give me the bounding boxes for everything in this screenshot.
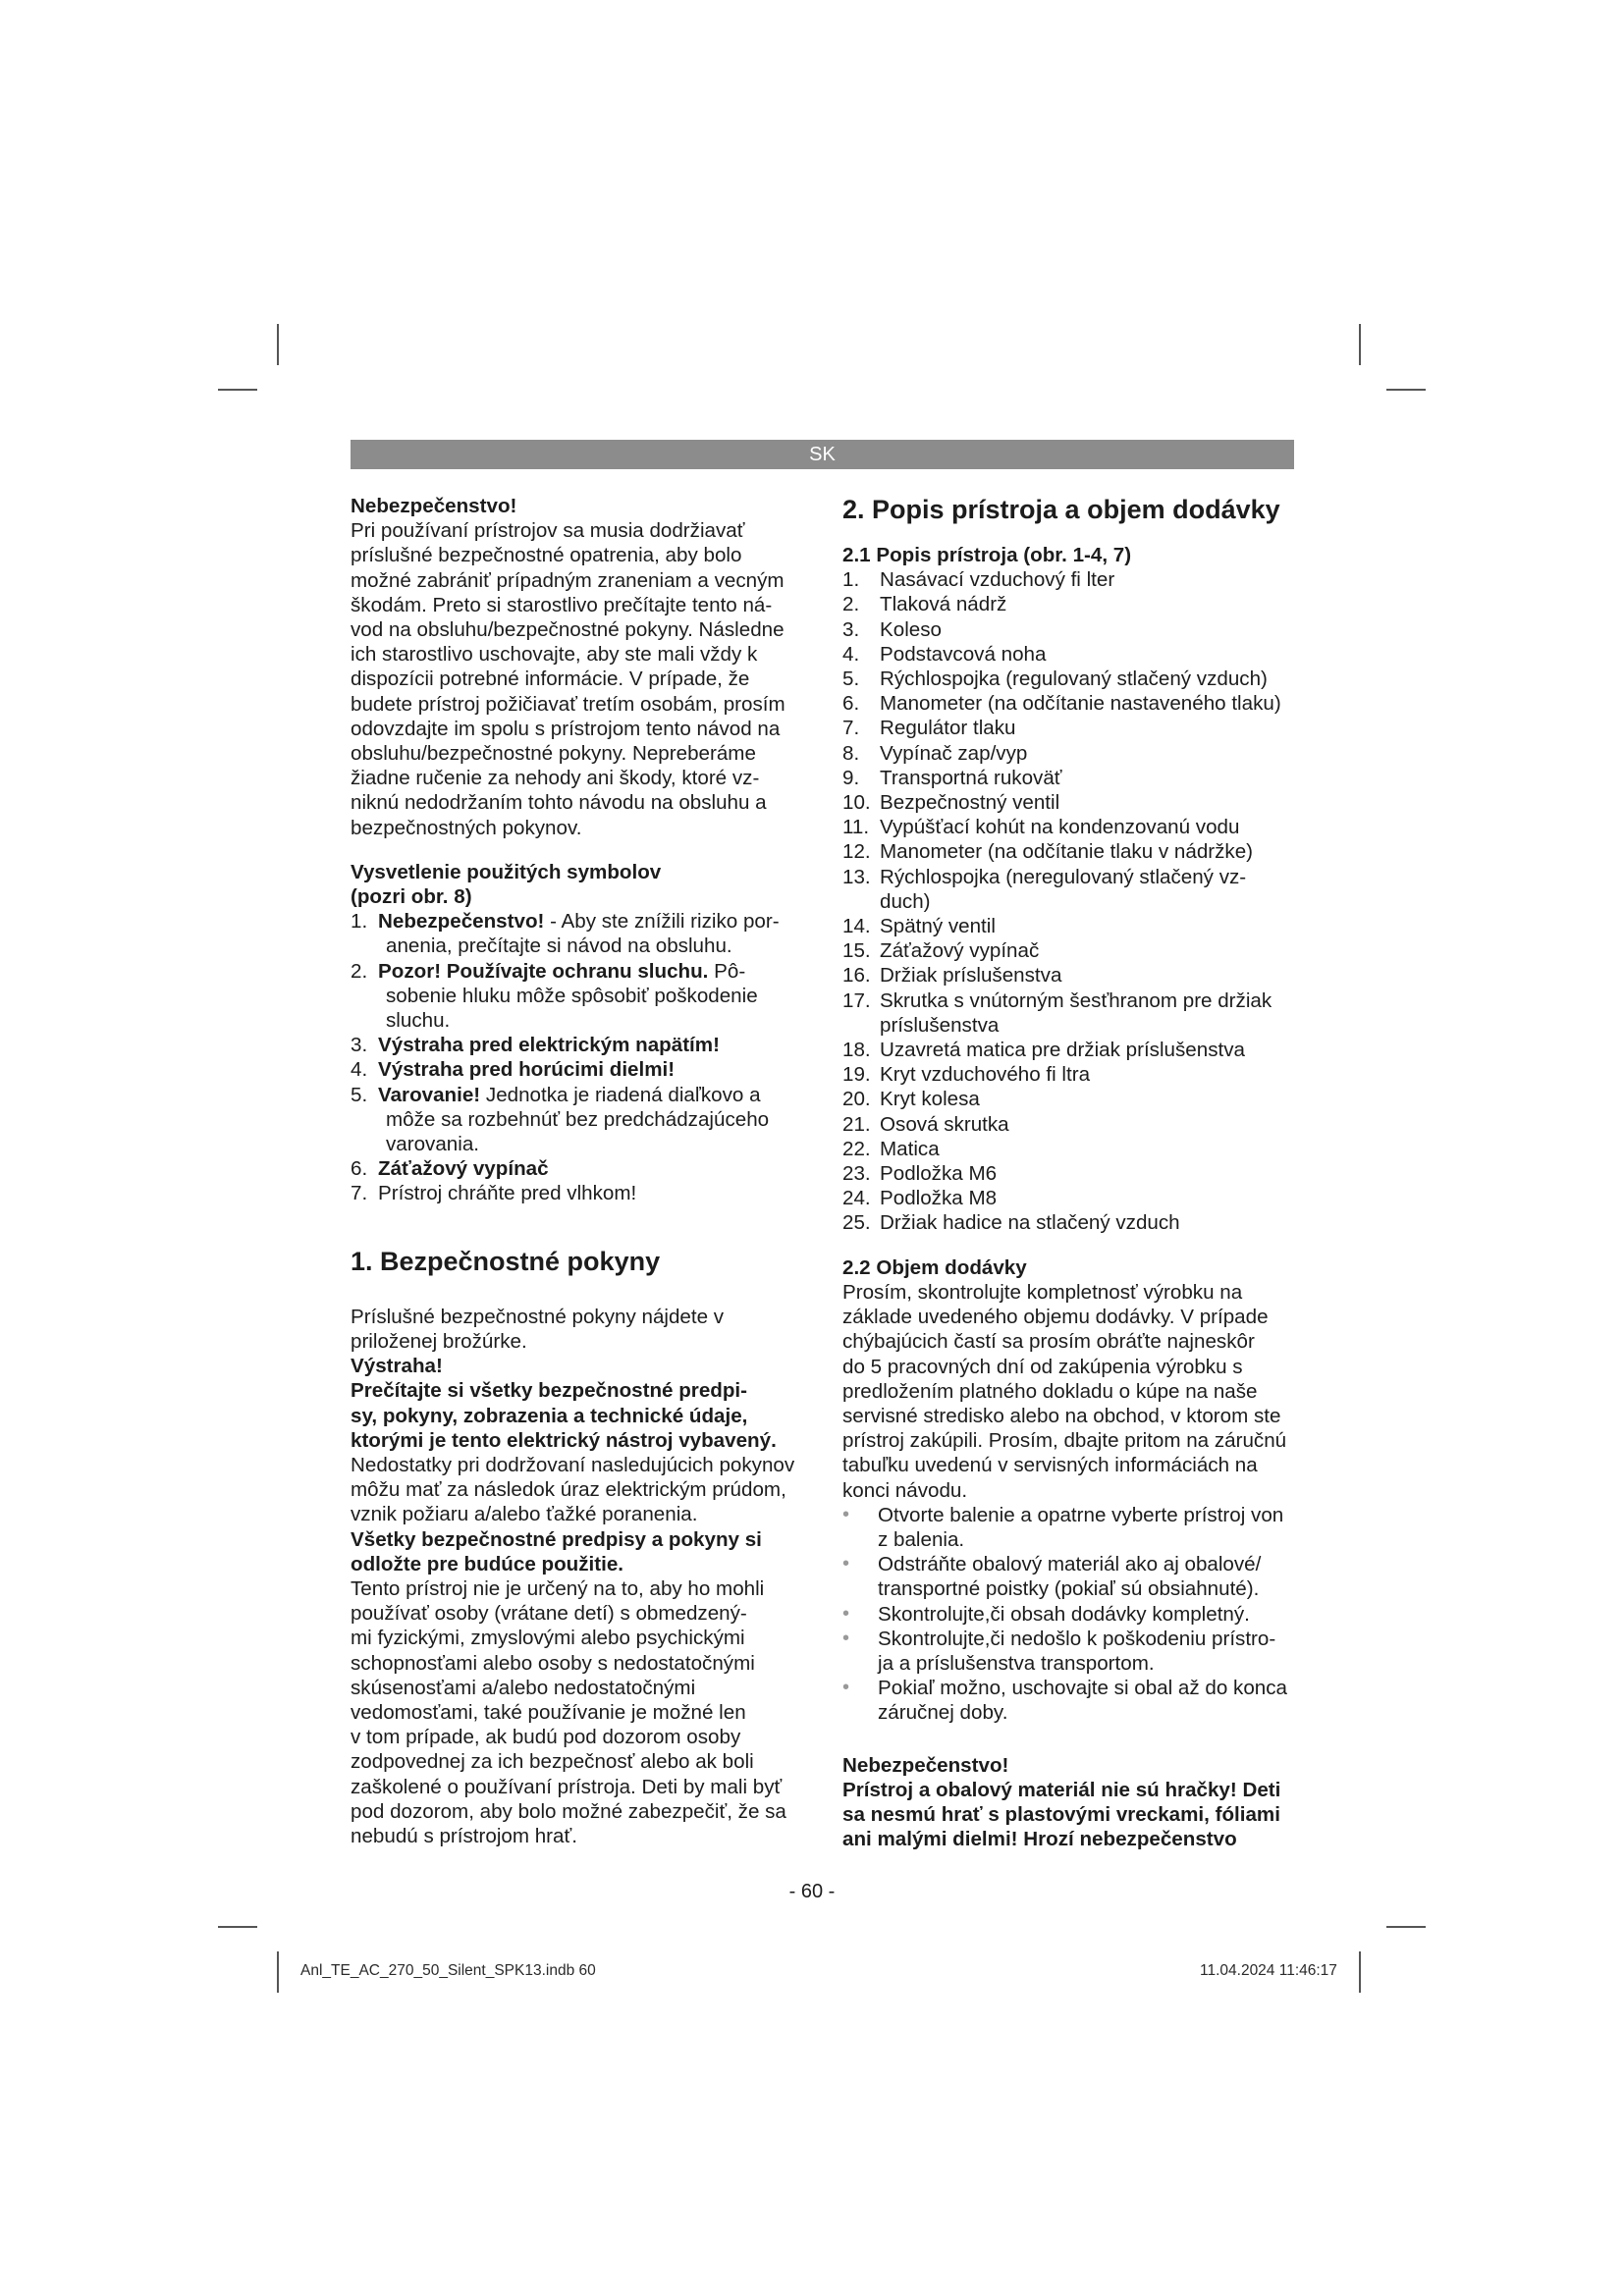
text-line: žiadne ručenie za nehody ani škody, ktoré vz-: [351, 767, 760, 790]
part-label: Záťažový vypínač: [880, 939, 1040, 963]
symbol-item: [351, 1156, 804, 1181]
text-line: Nedostatky pri dodržovaní nasledujúcich pokynov: [351, 1453, 795, 1476]
item-number: 17.: [842, 988, 871, 1012]
scope-title: 2.2 Objem dodávky: [842, 1255, 1027, 1279]
item-number: 22.: [842, 1137, 871, 1160]
part-item: [842, 963, 1296, 988]
text-line: chýbajúcich častí sa prosím obráťte najneskôr: [842, 1330, 1255, 1354]
item-number: 25.: [842, 1211, 871, 1235]
text-line: Pri používaní prístrojov sa musia dodržiavať: [351, 519, 745, 543]
part-item: [842, 815, 1296, 839]
bullet-text: ja a príslušenstva transportom.: [878, 1651, 1155, 1675]
bullet-item: [842, 1552, 1296, 1601]
crop-mark: [1386, 389, 1426, 391]
part-label: Osová skrutka: [880, 1112, 1009, 1136]
parts-list: [842, 567, 1296, 1235]
part-item: [842, 1186, 1296, 1210]
symbol-text: Pozor! Používajte ochranu sluchu. Pô-: [378, 959, 746, 983]
scope-text: [842, 1280, 1296, 1503]
part-label: Manometer (na odčítanie nastaveného tlaku): [880, 692, 1281, 716]
bullet-text: Skontrolujte,či obsah dodávky kompletný.: [878, 1602, 1250, 1626]
text-line: schopnosťami alebo osoby s nedostatočnými: [351, 1651, 755, 1675]
bullet-text: z balenia.: [878, 1527, 965, 1551]
bullet-item: [842, 1676, 1296, 1725]
symbol-label: Pozor! Používajte ochranu sluchu.: [378, 959, 709, 983]
bullet-icon: •: [842, 1553, 850, 1575]
safety-section-title: 1. Bezpečnostné pokyny: [351, 1246, 661, 1276]
symbol-text: [378, 1057, 804, 1082]
crop-mark: [218, 389, 257, 391]
item-number: 16.: [842, 964, 871, 988]
text-line: servisné stredisko alebo na obchod, v ktorom ste: [842, 1404, 1281, 1427]
part-label: Kryt vzduchového fi ltra: [880, 1063, 1091, 1087]
item-number: 19.: [842, 1063, 871, 1087]
item-number: 12.: [842, 840, 871, 864]
text-line: prístroj zakúpili. Prosím, dbajte pritom na záručnú: [842, 1429, 1287, 1453]
symbol-text: anenia, prečítajte si návod na obsluhu.: [386, 934, 732, 958]
text-line: príslušné bezpečnostné opatrenia, aby bolo: [351, 544, 742, 567]
symbol-text: sluchu.: [386, 1009, 451, 1033]
bullet-text: Otvorte balenie a opatrne vyberte prístroj von: [878, 1503, 1284, 1526]
item-number: 5.: [351, 1083, 368, 1106]
text-line: zaškolené o používaní prístroja. Deti by mali byť: [351, 1775, 783, 1798]
text-line: základe uvedeného objemu dodávky. V prípade: [842, 1306, 1269, 1329]
text-line: mi fyzickými, zmyslovými alebo psychickými: [351, 1627, 745, 1650]
part-item: [842, 1210, 1296, 1235]
text-line: Prosím, skontrolujte kompletnosť výrobku na: [842, 1280, 1243, 1304]
text-line: skúsenosťami a/alebo nedostatočnými: [351, 1676, 696, 1699]
text-line: budete prístroj požičiavať tretím osobám, prosím: [351, 692, 785, 716]
part-label: Matica: [880, 1137, 940, 1160]
item-number: 20.: [842, 1088, 871, 1111]
item-number: 4.: [351, 1058, 368, 1082]
part-label: Koleso: [880, 617, 942, 641]
part-item: [842, 1062, 1296, 1087]
part-item: [842, 988, 1296, 1038]
part-label: duch): [880, 889, 931, 913]
text-line: obsluhu/bezpečnostné pokyny. Nepreberáme: [351, 742, 756, 766]
part-item: [842, 865, 1296, 914]
part-label: Uzavretá matica pre držiak príslušenstva: [880, 1039, 1245, 1062]
warning-text: [351, 1453, 804, 1527]
item-number: 9.: [842, 766, 860, 789]
item-number: 2.: [842, 593, 860, 616]
part-label: Podstavcová noha: [880, 642, 1047, 666]
item-number: 1.: [351, 910, 368, 934]
text-line: pod dozorom, aby bolo možné zabezpečiť, že sa: [351, 1799, 786, 1823]
description-subtitle: 2.1 Popis prístroja (obr. 1-4, 7): [842, 544, 1132, 566]
text-line: možné zabrániť prípadným zraneniam a vecným: [351, 568, 785, 592]
part-item: [842, 667, 1296, 691]
part-item: [842, 716, 1296, 740]
text-line: vedomosťami, také používanie je možné len: [351, 1700, 746, 1724]
part-label: Držiak príslušenstva: [880, 964, 1062, 988]
crop-mark: [277, 324, 279, 365]
item-number: 11.: [842, 816, 870, 839]
text-line: predložením platného dokladu o kúpe na naše: [842, 1379, 1258, 1403]
footer-file: Anl_TE_AC_270_50_Silent_SPK13.indb 60: [300, 1962, 596, 1979]
part-item: [842, 1161, 1296, 1186]
crop-mark: [1359, 1951, 1361, 1993]
bullet-text: Skontrolujte,či nedošlo k poškodeniu prístro-: [878, 1627, 1276, 1650]
text-line: bezpečnostných pokynov.: [351, 816, 582, 839]
symbol-text: [378, 1156, 804, 1181]
item-number: 2.: [351, 959, 368, 983]
text-line: odložte pre budúce použitie.: [351, 1552, 624, 1575]
part-label: Spätný ventil: [880, 915, 996, 938]
part-label: Podložka M6: [880, 1162, 998, 1186]
part-label: Transportná rukoväť: [880, 766, 1062, 789]
description-section-title: 2. Popis prístroja a objem dodávky: [842, 495, 1280, 524]
left-column: [351, 494, 804, 1848]
bullet-icon: •: [842, 1602, 850, 1625]
text-line: niknú nedodržaním tohto návodu na obsluhu a: [351, 791, 767, 815]
bullet-text: Odstráňte obalový materiál ako aj obalové/: [878, 1553, 1262, 1576]
danger-title: Nebezpečenstvo!: [842, 1753, 1009, 1777]
part-label: Podložka M8: [880, 1187, 998, 1210]
text-line: v tom prípade, ak budú pod dozorom osoby: [351, 1726, 741, 1749]
item-number: 13.: [842, 865, 871, 888]
symbols-title: Vysvetlenie použitých symbolov: [351, 860, 662, 883]
bullet-text: záručnej doby.: [878, 1701, 1008, 1725]
warning-title: Výstraha!: [351, 1355, 443, 1378]
symbol-item: [351, 909, 804, 958]
text-line: ich starostlivo uschovajte, aby ste mali vždy k: [351, 643, 758, 667]
item-number: 5.: [842, 667, 860, 691]
page-number: - 60 -: [788, 1881, 836, 1902]
crop-mark: [1359, 324, 1361, 365]
symbol-text: [378, 1033, 804, 1057]
part-item: [842, 567, 1296, 592]
item-number: 8.: [842, 741, 860, 765]
text-line: sa nesmú hrať s plastovými vreckami, fóliami: [842, 1802, 1280, 1826]
part-item: [842, 766, 1296, 790]
part-label: príslušenstva: [880, 1013, 1000, 1037]
symbol-text: Prístroj chráňte pred vlhkom!: [378, 1182, 637, 1205]
part-item: [842, 1038, 1296, 1062]
bullet-icon: •: [842, 1503, 850, 1525]
part-label: Vypínač zap/vyp: [880, 741, 1028, 765]
safety-intro: priloženej brožúrke.: [351, 1329, 527, 1353]
text-line: Prečítajte si všetky bezpečnostné predpi-: [351, 1379, 748, 1403]
crop-mark: [1386, 1926, 1426, 1928]
item-number: 10.: [842, 791, 871, 815]
item-number: 18.: [842, 1039, 871, 1062]
danger-text: [351, 518, 804, 840]
text-line: môžu mať za následok úraz elektrickým prúdom,: [351, 1478, 786, 1502]
bullet-item: [842, 1602, 1296, 1627]
symbol-text: varovania.: [386, 1133, 480, 1156]
right-column: [842, 494, 1296, 1851]
text-line: zodpovednej za ich bezpečnosť alebo ak boli: [351, 1750, 754, 1774]
text-line: ani malými dielmi! Hrozí nebezpečenstvo: [842, 1828, 1237, 1851]
footer-datetime: 11.04.2024 11:46:17: [1200, 1962, 1337, 1979]
text-line: vznik požiaru a/alebo ťažké poranenia.: [351, 1503, 698, 1526]
symbol-label: Výstraha pred horúcimi dielmi!: [378, 1058, 676, 1082]
part-label: Skrutka s vnútorným šesťhranom pre držiak: [880, 988, 1272, 1012]
text-line: do 5 pracovných dní od zakúpenia výrobku s: [842, 1355, 1243, 1378]
bullet-icon: •: [842, 1677, 850, 1699]
part-label: Manometer (na odčítanie tlaku v nádržke): [880, 840, 1254, 864]
part-label: Tlaková nádrž: [880, 593, 1007, 616]
safety-intro: Príslušné bezpečnostné pokyny nájdete v: [351, 1305, 725, 1328]
symbols-list: [351, 909, 804, 1205]
item-number: 4.: [842, 642, 860, 666]
part-item: [842, 1137, 1296, 1161]
item-number: 1.: [842, 568, 860, 592]
part-label: Kryt kolesa: [880, 1088, 980, 1111]
text-line: odovzdajte im spolu s prístrojom tento návod na: [351, 717, 781, 740]
danger-title: Nebezpečenstvo!: [351, 495, 517, 517]
symbol-item: [351, 959, 804, 1034]
danger-bold-text: [842, 1778, 1296, 1852]
symbol-item: [351, 1057, 804, 1082]
bullet-item: [842, 1503, 1296, 1552]
part-item: [842, 741, 1296, 766]
text-line: konci návodu.: [842, 1478, 968, 1502]
symbol-text: sobenie hluku môže spôsobiť poškodenie: [386, 984, 758, 1007]
symbol-item: [351, 1083, 804, 1157]
symbol-label: Výstraha pred elektrickým napätím!: [378, 1034, 720, 1057]
scope-bullets: [842, 1503, 1296, 1726]
part-item: [842, 790, 1296, 815]
item-number: 23.: [842, 1162, 871, 1186]
symbol-text: Varovanie! Jednotka je riadená diaľkovo a: [378, 1083, 761, 1106]
part-label: Bezpečnostný ventil: [880, 791, 1060, 815]
item-number: 15.: [842, 939, 871, 963]
text-line: sy, pokyny, zobrazenia a technické údaje,: [351, 1404, 748, 1427]
part-label: Rýchlospojka (regulovaný stlačený vzduch): [880, 667, 1268, 691]
text-line: škodám. Preto si starostlivo prečítajte tento ná-: [351, 593, 773, 616]
crop-mark: [277, 1951, 279, 1993]
symbol-item: [351, 1181, 804, 1205]
text-line: Prístroj a obalový materiál nie sú hračky! Deti: [842, 1778, 1281, 1801]
text-line: Tento prístroj nie je určený na to, aby ho mohli: [351, 1576, 765, 1600]
text-line: vod na obsluhu/bezpečnostné pokyny. Následne: [351, 618, 785, 642]
text-line: ktorými je tento elektrický nástroj vybavený.: [351, 1428, 777, 1452]
symbol-text: môže sa rozbehnúť bez predchádzajúceho: [386, 1107, 770, 1131]
part-item: [842, 642, 1296, 667]
language-bar: SK: [351, 440, 1294, 469]
part-label: Vypúšťací kohút na kondenzovanú vodu: [880, 816, 1240, 839]
item-number: 7.: [842, 717, 860, 740]
bullet-item: [842, 1627, 1296, 1676]
text-line: Všetky bezpečnostné predpisy a pokyny si: [351, 1527, 762, 1551]
bullet-text: transportné poistky (pokiaľ sú obsiahnuté).: [878, 1577, 1260, 1601]
part-label: Rýchlospojka (neregulovaný stlačený vz-: [880, 865, 1247, 888]
symbol-label: Nebezpečenstvo!: [378, 910, 545, 934]
keep-instructions-bold: [351, 1527, 804, 1576]
symbol-item: [351, 1033, 804, 1057]
keep-instructions-text: [351, 1576, 804, 1848]
item-number: 6.: [842, 692, 860, 716]
part-item: [842, 839, 1296, 864]
bullet-text: Pokiaľ možno, uschovajte si obal až do konca: [878, 1677, 1287, 1700]
item-number: 24.: [842, 1187, 871, 1210]
part-item: [842, 914, 1296, 938]
symbol-label: Záťažový vypínač: [378, 1157, 549, 1181]
part-item: [842, 938, 1296, 963]
item-number: 7.: [351, 1182, 368, 1205]
warning-bold-text: [351, 1378, 804, 1453]
symbol-label: Varovanie!: [378, 1083, 481, 1106]
symbol-text: Nebezpečenstvo! - Aby ste znížili riziko por-: [378, 910, 780, 934]
part-item: [842, 617, 1296, 642]
text-line: používať osoby (vrátane detí) s obmedzený-: [351, 1602, 747, 1626]
part-label: Držiak hadice na stlačený vzduch: [880, 1211, 1180, 1235]
part-item: [842, 592, 1296, 616]
symbols-subtitle: (pozri obr. 8): [351, 885, 472, 909]
item-number: 3.: [351, 1034, 368, 1057]
text-line: tabuľku uvedenú v servisných informáciách na: [842, 1454, 1258, 1477]
part-item: [842, 1087, 1296, 1111]
item-number: 21.: [842, 1112, 871, 1136]
item-number: 14.: [842, 915, 871, 938]
part-label: Regulátor tlaku: [880, 717, 1016, 740]
part-label: Nasávací vzduchový fi lter: [880, 568, 1115, 592]
crop-mark: [218, 1926, 257, 1928]
part-item: [842, 691, 1296, 716]
bullet-icon: •: [842, 1627, 850, 1649]
part-item: [842, 1112, 1296, 1137]
item-number: 6.: [351, 1157, 368, 1181]
text-line: dispozícii potrebné informácie. V prípade, že: [351, 667, 750, 691]
text-line: nebudú s prístrojom hrať.: [351, 1824, 577, 1847]
item-number: 3.: [842, 617, 860, 641]
